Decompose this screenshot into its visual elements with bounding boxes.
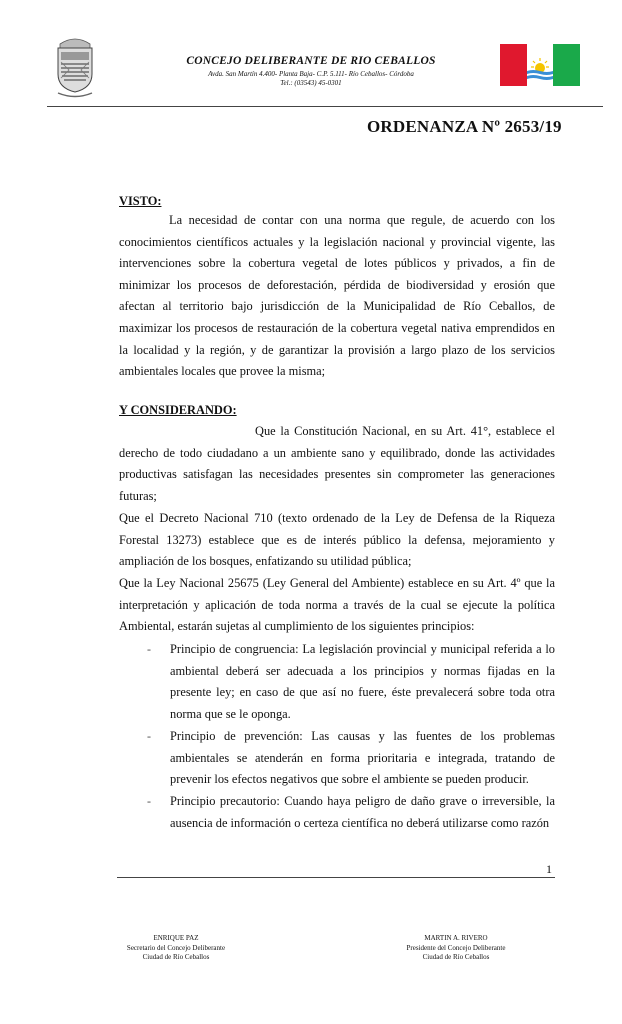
list-bullet: - bbox=[147, 794, 151, 808]
footer-divider bbox=[117, 877, 555, 878]
ordinance-title: ORDENANZA Nº 2653/19 bbox=[367, 117, 562, 136]
signatory-place: Ciudad de Río Ceballos bbox=[142, 953, 210, 961]
principle-item: Principio de congruencia: La legislación provincial y municipal referida a lo ambiental deberá ser adecuada a los principios y normas fijadas en la presente ley; en caso de que así no fuere, éste prevalecerá sobre toda otra norma que se le oponga. bbox=[170, 642, 555, 721]
considerando-paragraph: Que la Ley Nacional 25675 (Ley General del Ambiente) establece en su Art. 4º que la interpretación y aplicación de toda norma a través de la cual se ejecute la política Ambiental, estarán sujetas al cumplimiento de los siguientes principios: bbox=[119, 576, 555, 634]
signatory-place: Ciudad de Río Ceballos bbox=[422, 953, 490, 961]
signatory-role: Presidente del Concejo Deliberante bbox=[406, 943, 506, 952]
header-divider bbox=[47, 106, 603, 107]
considerando-paragraph: Que el Decreto Nacional 710 (texto ordenado de la Ley de Defensa de la Riqueza Forestal 13273) establece que es de interés público la defensa, mejoramiento y ampliación de los bosques, enfatizando su utilidad pública; bbox=[119, 511, 555, 569]
council-address: Avda. San Martín 4.400- Planta Baja- C.P. 5.111- Río Ceballos- Córdoba bbox=[208, 70, 414, 78]
visto-paragraph: La necesidad de contar con una norma que regule, de acuerdo con los conocimientos científicos actuales y la legislación nacional y provincial vigente, las intervenciones sobre la cobertura vegetal de lotes públicos y privados, a fin de minimizar los procesos de deforestación, pérdida de biodiversidad y erosión que afectan al territorio bajo jurisdicción de la Municipalidad de Río Ceballos, de maximizar los procesos de restauración de la cobertura vegetal nativa emprendidos en la localidad y la región, y de garantizar la provisión a largo plazo de los servicios ambientales locales que provee la misma; bbox=[119, 213, 555, 379]
page-number: 1 bbox=[546, 862, 552, 876]
signature-block-secretary bbox=[86, 934, 266, 963]
considerando-heading: Y CONSIDERANDO: bbox=[119, 403, 237, 417]
council-phone: Tel.: (03543) 45-0301 bbox=[280, 79, 342, 87]
list-bullet: - bbox=[147, 642, 151, 656]
signatory-name: MARTIN A. RIVERO bbox=[424, 934, 488, 942]
municipal-crest-icon bbox=[52, 34, 98, 100]
signature-block-president bbox=[366, 934, 546, 963]
council-name: CONCEJO DELIBERANTE DE RIO CEBALLOS bbox=[186, 55, 436, 67]
visto-heading: VISTO: bbox=[119, 194, 162, 208]
signatory-name: ENRIQUE PAZ bbox=[153, 934, 199, 942]
signatory-role: Secretario del Concejo Deliberante bbox=[126, 943, 226, 952]
principle-item: Principio precautorio: Cuando haya peligro de daño grave o irreversible, la ausencia de información o certeza científica no deberá utilizarse como razón bbox=[170, 794, 555, 830]
considerando-paragraph: Que la Constitución Nacional, en su Art. 41°, establece el derecho de todo ciudadano a un ambiente sano y equilibrado, donde las actividades productivas satisfagan las necesidades presentes sin comprometer las generaciones futuras; bbox=[119, 424, 555, 503]
rio-ceballos-flag-icon bbox=[500, 44, 580, 86]
principle-item: Principio de prevención: Las causas y las fuentes de los problemas ambientales se atenderán en forma prioritaria e integrada, tratando de prevenir los efectos negativos que sobre el ambiente se pueden producir. bbox=[170, 729, 555, 787]
list-bullet: - bbox=[147, 729, 151, 743]
